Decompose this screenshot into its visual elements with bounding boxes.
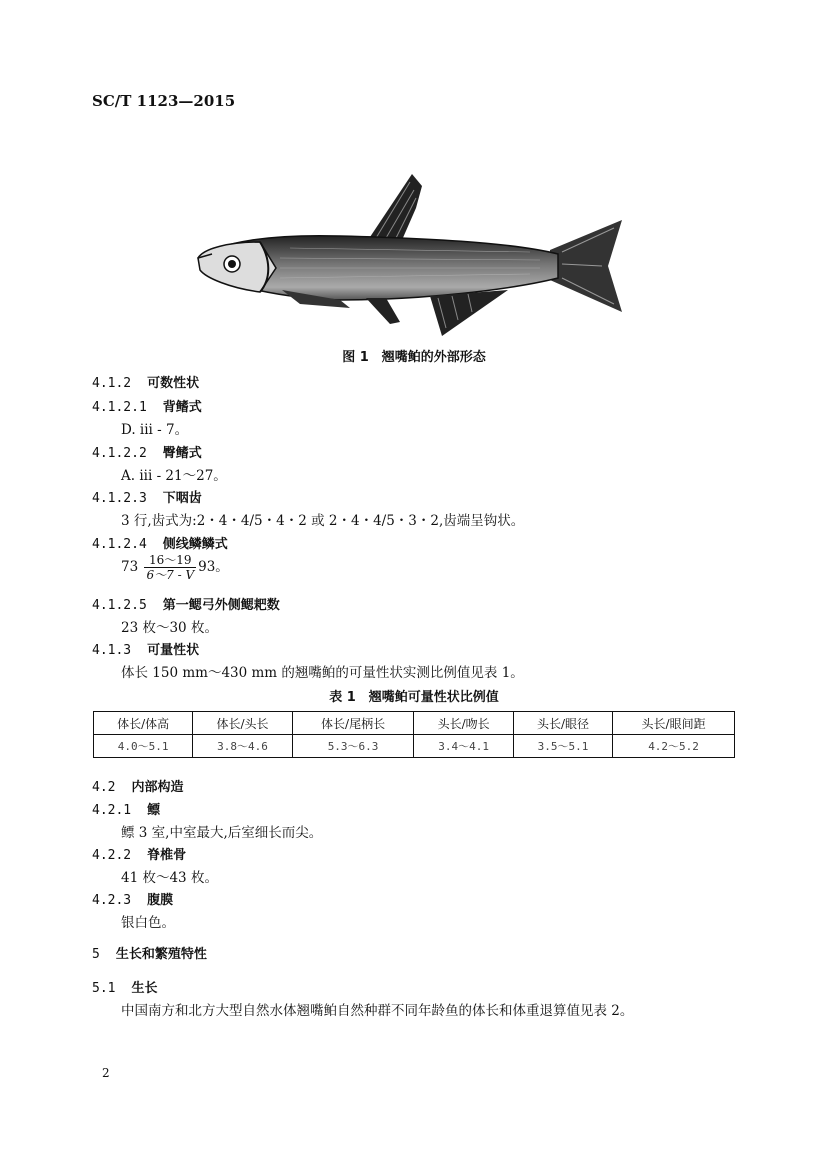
ratio-table (93, 711, 735, 758)
section-number: 4.1.2.5 (92, 598, 147, 613)
section-title: 鳔 (147, 803, 161, 818)
table-cell: 3.5～5.1 (513, 735, 612, 758)
section-number: 4.1.2.1 (92, 400, 147, 415)
section-title: 生长和繁殖特性 (115, 947, 207, 962)
section-number: 4.2 (92, 780, 116, 795)
section-4-1-2-3 (92, 487, 202, 506)
section-title: 第一鳃弓外侧鳃耙数 (162, 598, 280, 613)
section-number: 4.2.2 (92, 848, 132, 863)
section-title: 可数性状 (147, 376, 200, 391)
standard-number: SC/T 1123—2015 (92, 92, 236, 110)
section-4-1-3 (92, 639, 199, 658)
table-header-cell: 体长/体高 (94, 712, 193, 735)
vertebrae-count: 41 枚～43 枚。 (121, 870, 218, 886)
section-title: 脊椎骨 (147, 848, 187, 863)
formula-suffix: 93。 (198, 559, 229, 575)
table-cell: 3.4～4.1 (414, 735, 513, 758)
section-number: 4.2.1 (92, 803, 132, 818)
section-number: 4.1.2.3 (92, 491, 147, 506)
table-caption: 表 1 翘嘴鲌可量性状比例值 (329, 690, 499, 705)
section-title: 生长 (131, 981, 158, 996)
table-header-cell: 头长/眼径 (513, 712, 612, 735)
section-4-2 (92, 776, 184, 795)
section-5 (92, 943, 207, 962)
table-cell: 4.2～5.2 (613, 735, 735, 758)
section-4-2-1 (92, 799, 160, 818)
fish-illustration (190, 168, 640, 338)
table-cell: 4.0～5.1 (94, 735, 193, 758)
section-title: 臀鳍式 (162, 446, 202, 461)
section-4-2-3 (92, 889, 173, 908)
section-title: 可量性状 (147, 643, 200, 658)
table-row (94, 735, 735, 758)
section-4-2-2 (92, 844, 186, 863)
section-4-1-2 (92, 372, 199, 391)
section-5-1 (92, 977, 158, 996)
section-number: 4.1.3 (92, 643, 132, 658)
section-number: 4.2.3 (92, 893, 132, 908)
section-number: 4.1.2.4 (92, 537, 147, 552)
section-4-1-2-4 (92, 533, 228, 552)
section-number: 5.1 (92, 981, 116, 996)
section-number: 5 (92, 947, 100, 962)
measurable-traits-text: 体长 150 mm～430 mm 的翘嘴鲌的可量性状实测比例值见表 1。 (121, 665, 524, 681)
table-header-cell: 体长/尾柄长 (292, 712, 414, 735)
section-4-1-2-2 (92, 442, 202, 461)
section-title: 侧线鳞鳞式 (162, 537, 228, 552)
anal-fin-formula: A. iii - 21～27。 (121, 468, 227, 484)
formula-numerator: 16～19 (144, 553, 196, 568)
lateral-line-formula (121, 553, 229, 582)
table-header-cell: 头长/吻长 (414, 712, 513, 735)
section-number: 4.1.2.2 (92, 446, 147, 461)
growth-text: 中国南方和北方大型自然水体翘嘴鲌自然种群不同年龄鱼的体长和体重退算值见表 2。 (121, 1003, 634, 1019)
table-cell: 5.3～6.3 (292, 735, 414, 758)
formula-fraction (144, 553, 196, 582)
formula-denominator: 6～7 - V (146, 568, 195, 582)
table-cell: 3.8～4.6 (193, 735, 292, 758)
table-header-cell: 体长/头长 (193, 712, 292, 735)
section-title: 下咽齿 (162, 491, 202, 506)
page-number: 2 (102, 1066, 110, 1080)
formula-prefix: 73 (121, 559, 139, 575)
section-4-1-2-1 (92, 396, 202, 415)
gill-raker-count: 23 枚～30 枚。 (121, 620, 218, 636)
figure-caption: 图 1 翘嘴鲌的外部形态 (342, 350, 486, 365)
table-header-row (94, 712, 735, 735)
section-title: 腹膜 (147, 893, 174, 908)
peritoneum-text: 银白色。 (121, 915, 175, 931)
table-header-cell: 头长/眼间距 (613, 712, 735, 735)
pharyngeal-teeth-text: 3 行,齿式为:2・4・4/5・4・2 或 2・4・4/5・3・2,齿端呈钩状。 (121, 513, 525, 529)
section-number: 4.1.2 (92, 376, 132, 391)
section-title: 背鳍式 (162, 400, 202, 415)
section-4-1-2-5 (92, 594, 280, 613)
section-title: 内部构造 (131, 780, 184, 795)
swim-bladder-text: 鳔 3 室,中室最大,后室细长而尖。 (121, 825, 323, 841)
dorsal-fin-formula: D. iii - 7。 (121, 422, 189, 438)
